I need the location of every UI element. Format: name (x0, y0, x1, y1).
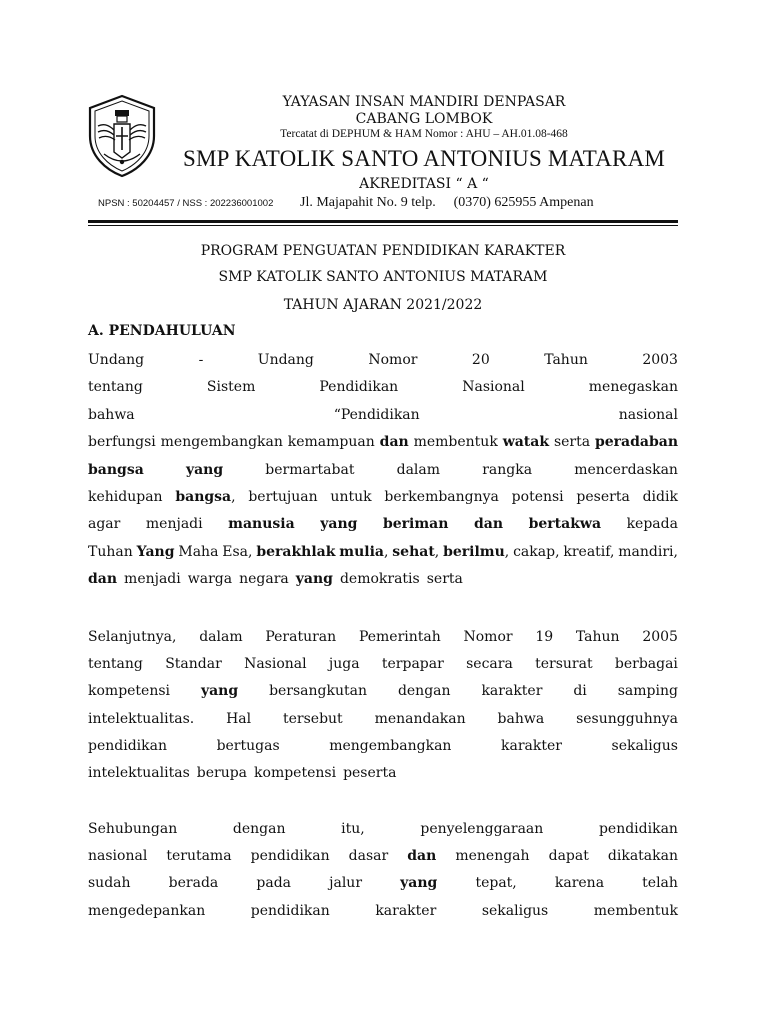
word: mencerdaskan (574, 461, 678, 478)
word: 20 (471, 352, 490, 368)
word: peserta (343, 765, 397, 781)
word: menengah (455, 848, 530, 865)
word: yang (185, 461, 224, 478)
word: bermartabat (265, 461, 355, 478)
section-heading: A. PENDAHULUAN (88, 323, 236, 339)
word: berakhlak (256, 543, 336, 560)
word: mengembangkan (160, 434, 283, 451)
text-line (88, 763, 678, 783)
word: - (198, 352, 204, 368)
word: yang (320, 516, 358, 533)
text-line (88, 873, 678, 893)
word: 2003 (642, 352, 678, 368)
word: karakter (481, 683, 543, 700)
word: kemampuan (287, 434, 375, 451)
word: penyelenggaraan (420, 821, 544, 837)
word: intelektualitas (88, 765, 190, 781)
word: sesungguhnya (576, 710, 678, 727)
word: serta (553, 434, 591, 451)
word: tersebut (283, 710, 343, 727)
word: bangsa, (175, 489, 236, 505)
word: Nomor (368, 352, 418, 368)
word: sudah (88, 875, 131, 892)
word: dengan (232, 821, 286, 837)
word: warga (187, 571, 233, 588)
word: Tahun (575, 629, 620, 645)
word: dan (88, 571, 118, 588)
word: karakter (375, 902, 437, 919)
word: berkembangnya (384, 489, 499, 505)
text-line (88, 514, 678, 534)
registration-note: Tercatat di DEPHUM & HAM Nomor : AHU – AH.01.08-468 (280, 128, 568, 140)
foundation-name: YAYASAN INSAN MANDIRI DENPASAR (282, 94, 566, 110)
word: Selanjutnya, (88, 629, 177, 645)
word: pendidikan (250, 848, 330, 865)
word: samping (617, 683, 678, 700)
word: menjadi (124, 571, 181, 588)
word: berbagai (614, 656, 678, 673)
word: nasional (88, 848, 148, 865)
word: bertujuan (248, 489, 318, 505)
word: manusia (228, 516, 295, 533)
word: negara (239, 571, 289, 588)
word: Yang (136, 543, 175, 560)
school-address: Jl. Majapahit No. 9 telp.   (0370) 625955 Ampenan (300, 195, 594, 210)
text-line (88, 681, 678, 701)
word: tersurat (535, 656, 593, 673)
word: Nasional (244, 656, 307, 673)
word: Tuhan (88, 543, 133, 560)
word: juga (328, 656, 360, 673)
text-line (88, 901, 678, 921)
word: pada (256, 875, 292, 892)
word: 19 (535, 629, 554, 645)
word: menegaskan (588, 379, 678, 396)
word: dengan (397, 683, 451, 700)
text-line (88, 819, 678, 839)
word: serta (426, 571, 463, 588)
word: Pemerintah (358, 629, 441, 645)
word: pendidikan (88, 737, 167, 754)
word: menandakan (374, 710, 466, 727)
text-line (88, 460, 678, 480)
word: pendidikan (250, 902, 330, 919)
text-line (88, 736, 678, 756)
word: bersangkutan (269, 683, 368, 700)
word: membentuk (593, 902, 678, 919)
word: bertakwa (528, 516, 602, 533)
word: bangsa (88, 461, 144, 478)
word: berada (168, 875, 219, 892)
word: yang (200, 683, 239, 700)
word: Standar (165, 656, 222, 673)
word: Maha (178, 543, 219, 560)
word: mengembangkan (329, 737, 452, 754)
word: sehat, (392, 543, 440, 560)
document-subtitle-school: SMP KATOLIK SANTO ANTONIUS MATARAM (218, 269, 548, 285)
word: dalam (396, 461, 441, 478)
word: dan (407, 848, 437, 865)
branch-name: CABANG LOMBOK (355, 111, 493, 127)
letterhead-divider (88, 220, 678, 223)
word: Esa, (222, 543, 253, 560)
word: mulia, (339, 543, 389, 560)
word: Undang (88, 352, 145, 368)
word: dan (379, 434, 409, 451)
word: sekaligus (611, 737, 678, 754)
word: Nomor (463, 629, 513, 645)
word: membentuk (413, 434, 498, 451)
word: Sehubungan (88, 821, 178, 837)
word: dapat (548, 848, 589, 865)
word: secara (466, 656, 513, 673)
text-line (88, 405, 678, 425)
letterhead-divider-thin (88, 225, 678, 226)
word: watak (502, 434, 550, 451)
school-name: SMP KATOLIK SANTO ANTONIUS MATARAM (182, 146, 666, 171)
word: karakter (501, 737, 562, 754)
text-line (88, 654, 678, 674)
word: yang (400, 875, 438, 892)
word: di (573, 683, 587, 700)
word: berilmu, (443, 543, 510, 560)
text-line (88, 487, 678, 507)
word: 2005 (642, 629, 678, 645)
word: mengedepankan (88, 902, 206, 919)
word: Sistem (206, 379, 256, 396)
word: kompetensi (88, 683, 171, 700)
word: Undang (257, 352, 314, 368)
word: kreatif, (563, 543, 615, 560)
word: bahwa (497, 710, 545, 727)
word: telah (642, 875, 678, 892)
word: dasar (348, 848, 389, 865)
word: yang (295, 571, 333, 588)
word: didik (642, 489, 678, 505)
word: rangka (482, 461, 533, 478)
word: kompetensi (254, 765, 337, 781)
word: peserta (576, 489, 630, 505)
document-title: PROGRAM PENGUATAN PENDIDIKAN KARAKTER (200, 243, 566, 259)
word: Hal (226, 710, 252, 727)
word: intelektualitas. (88, 710, 195, 727)
word: bahwa (88, 406, 135, 423)
word: dikatakan (607, 848, 678, 865)
text-line (88, 350, 678, 370)
text-line (88, 709, 678, 729)
text-line (88, 542, 678, 562)
word: Peraturan (265, 629, 337, 645)
word: kepada (626, 516, 678, 533)
word: pendidikan (598, 821, 678, 837)
word: dan (473, 516, 504, 533)
word: Tahun (544, 352, 588, 368)
word: menjadi (145, 516, 203, 533)
word: dalam (199, 629, 243, 645)
word: berupa (196, 765, 248, 781)
word: agar (88, 516, 121, 533)
word: demokratis (339, 571, 420, 588)
word: itu, (341, 821, 365, 837)
word: karena (554, 875, 605, 892)
word: cakap, (513, 543, 560, 560)
text-line (88, 569, 678, 589)
text-line (88, 432, 678, 452)
document-subtitle-year: TAHUN AJARAN 2021/2022 (283, 297, 483, 313)
text-line (88, 846, 678, 866)
text-line (88, 377, 678, 397)
word: untuk (330, 489, 372, 505)
word: kehidupan (88, 489, 163, 505)
accreditation: AKREDITASI “ A “ (359, 176, 489, 192)
word: “Pendidikan (333, 406, 420, 423)
word: tepat, (475, 875, 517, 892)
word: potensi (511, 489, 564, 505)
word: beriman (382, 516, 449, 533)
word: sekaligus (481, 902, 549, 919)
word: tentang (88, 656, 143, 673)
word: Nasional (462, 379, 525, 396)
word: peradaban (594, 434, 678, 451)
word: mandiri, (618, 543, 678, 560)
npsn-nss: NPSN : 50204457 / NSS : 202236001002 (98, 198, 274, 209)
word: berfungsi (88, 434, 156, 451)
word: terutama (166, 848, 232, 865)
word: tentang (88, 379, 143, 396)
word: nasional (618, 406, 678, 423)
word: Pendidikan (319, 379, 399, 396)
word: terpapar (381, 656, 444, 673)
word: jalur (329, 875, 363, 892)
word: bertugas (216, 737, 280, 754)
text-line (88, 627, 678, 647)
